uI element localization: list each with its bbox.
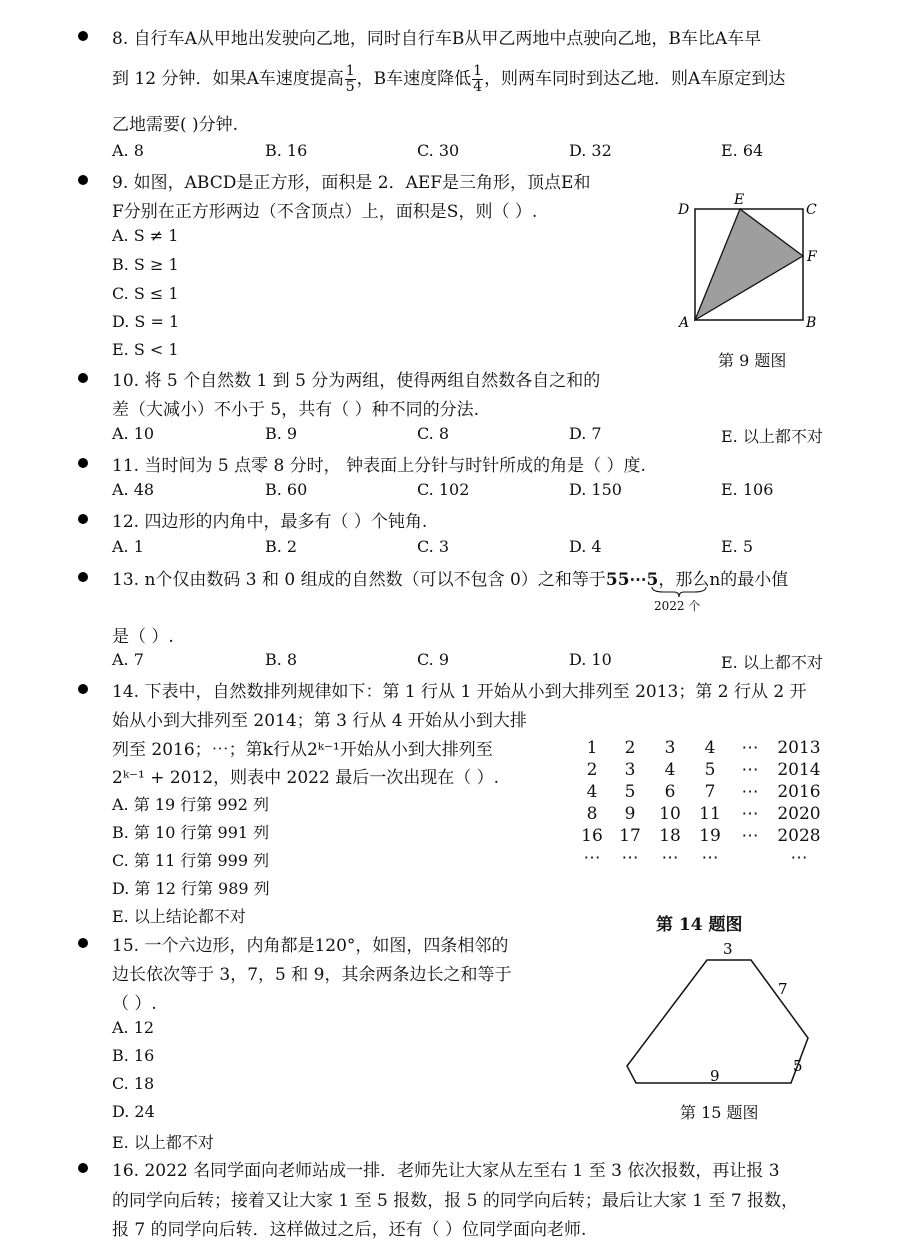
triangle-aef xyxy=(695,209,803,320)
q14-option-b[interactable]: B. 第 10 行第 991 列 xyxy=(112,823,270,842)
table-cell: 7 xyxy=(704,782,716,802)
table-cell: ⋯ xyxy=(790,848,808,868)
side-label-7: 7 xyxy=(778,980,788,998)
table-cell: 19 xyxy=(699,826,721,846)
q13-option-d[interactable]: D. 10 xyxy=(569,650,612,669)
table-cell: 18 xyxy=(659,826,681,846)
q11-option-c[interactable]: C. 102 xyxy=(417,480,470,499)
table-cell: 2020 xyxy=(777,804,821,824)
table-cell: ⋯ xyxy=(583,848,601,868)
table-cell: 16 xyxy=(581,826,603,846)
q14-line1: 14. 下表中，自然数排列规律如下：第 1 行从 1 开始从小到大排列至 2013；第 2 行从 2 开 xyxy=(112,682,807,702)
side-label-5: 5 xyxy=(793,1057,803,1075)
q8-line2b: ，B车速度降低 xyxy=(356,69,472,89)
q15-line3: （ ）. xyxy=(112,994,157,1014)
q16-line2: 的同学向后转；接着又让大家 1 至 5 报数，报 5 的同学向后转；最后让大家 1 至 7 报数， xyxy=(112,1191,799,1211)
table-cell: 2028 xyxy=(777,826,821,846)
q15-option-e[interactable]: E. 以上都不对 xyxy=(112,1133,214,1152)
table-cell: ⋯ xyxy=(741,760,759,780)
q14-figure-caption: 第 14 题图 xyxy=(656,915,743,935)
q11-option-e[interactable]: E. 106 xyxy=(721,480,774,499)
q9-option-b[interactable]: B. S ≥ 1 xyxy=(112,255,179,274)
q15-option-b[interactable]: B. 16 xyxy=(112,1046,155,1065)
q9-figure-caption: 第 9 题图 xyxy=(718,351,787,370)
q8-line2c: ，则两车同时到达乙地．则A车原定到达 xyxy=(484,69,786,89)
q13-option-c[interactable]: C. 9 xyxy=(417,650,450,669)
q13-option-b[interactable]: B. 8 xyxy=(265,650,298,669)
table-cell: 9 xyxy=(624,804,636,824)
q14-option-e[interactable]: E. 以上结论都不对 xyxy=(112,907,246,926)
table-cell: ⋯ xyxy=(741,804,759,824)
q12-option-e[interactable]: E. 5 xyxy=(721,537,754,556)
q15-line2: 边长依次等于 3，7，5 和 9，其余两条边长之和等于 xyxy=(112,965,512,985)
fraction-1-5: $\frac{1}{5}$ xyxy=(345,63,355,95)
q10-line1: 10. 将 5 个自然数 1 到 5 分为两组，使得两组自然数各自之和的 xyxy=(112,371,601,391)
q10-option-c[interactable]: C. 8 xyxy=(417,424,450,443)
q14-line4: 2ᵏ⁻¹ + 2012，则表中 2022 最后一次出现在（ ）. xyxy=(112,768,499,788)
q11-option-d[interactable]: D. 150 xyxy=(569,480,622,499)
q8-option-c[interactable]: C. 30 xyxy=(417,141,460,160)
q10-option-d[interactable]: D. 7 xyxy=(569,424,602,443)
table-cell: 2 xyxy=(624,738,636,758)
table-cell: ⋯ xyxy=(621,848,639,868)
q8-option-a[interactable]: A. 8 xyxy=(112,141,144,160)
q15-option-d[interactable]: D. 24 xyxy=(112,1102,155,1121)
q12-option-b[interactable]: B. 2 xyxy=(265,537,298,556)
q15-option-a[interactable]: A. 12 xyxy=(112,1018,155,1037)
q11-option-a[interactable]: A. 48 xyxy=(112,480,155,499)
table-cell: 8 xyxy=(586,804,598,824)
q10-line2: 差（大减小）不小于 5，共有（ ）种不同的分法. xyxy=(112,400,480,420)
q14-option-c[interactable]: C. 第 11 行第 999 列 xyxy=(112,851,270,870)
table-cell: 2 xyxy=(586,760,598,780)
q15-option-c[interactable]: C. 18 xyxy=(112,1074,155,1093)
q10-option-b[interactable]: B. 9 xyxy=(265,424,298,443)
q8-line1: 8. 自行车A从甲地出发驶向乙地，同时自行车B从甲乙两地中点驶向乙地，B车比A车早 xyxy=(112,29,762,49)
table-cell: 3 xyxy=(664,738,676,758)
q9-option-d[interactable]: D. S = 1 xyxy=(112,312,180,331)
q8-line2a: 到 12 分钟．如果A车速度提高 xyxy=(112,69,344,89)
bullet-q15 xyxy=(78,938,88,948)
bullet-q8 xyxy=(78,31,88,41)
q13-number: 55⋯5 xyxy=(605,570,659,590)
q13-line1b: ，那么n的最小值 xyxy=(658,570,789,590)
q9-option-e[interactable]: E. S < 1 xyxy=(112,340,179,359)
q8-option-b[interactable]: B. 16 xyxy=(265,141,308,160)
q9-figure-square xyxy=(670,190,830,340)
table-cell: 11 xyxy=(699,804,721,824)
table-cell: ⋯ xyxy=(741,826,759,846)
q12-option-a[interactable]: A. 1 xyxy=(112,537,144,556)
q10-option-a[interactable]: A. 10 xyxy=(112,424,155,443)
q12-option-c[interactable]: C. 3 xyxy=(417,537,450,556)
table-cell: 2016 xyxy=(777,782,821,802)
table-cell: 5 xyxy=(624,782,636,802)
q8-line3: 乙地需要( )分钟. xyxy=(112,115,239,135)
bullet-q11 xyxy=(78,458,88,468)
table-cell: 4 xyxy=(704,738,716,758)
q14-line3: 列至 2016；⋯；第k行从2ᵏ⁻¹开始从小到大排列至 xyxy=(112,740,493,760)
bullet-q12 xyxy=(78,514,88,524)
bullet-q16 xyxy=(78,1163,88,1173)
q14-line2: 始从小到大排列至 2014；第 3 行从 4 开始从小到大排 xyxy=(112,711,527,731)
q12-line1: 12. 四边形的内角中，最多有（ ）个钝角. xyxy=(112,512,428,532)
table-cell: 3 xyxy=(624,760,636,780)
q15-line1: 15. 一个六边形，内角都是120°，如图，四条相邻的 xyxy=(112,936,509,956)
table-cell: 2014 xyxy=(777,760,821,780)
label-b: B xyxy=(806,315,817,331)
q15-hexagon-figure xyxy=(620,938,820,1088)
bullet-q13 xyxy=(78,572,88,582)
table-cell: 1 xyxy=(586,738,598,758)
q15-figure-caption: 第 15 题图 xyxy=(680,1103,759,1122)
q12-option-d[interactable]: D. 4 xyxy=(569,537,602,556)
q13-option-a[interactable]: A. 7 xyxy=(112,650,144,669)
q11-line1: 11. 当时间为 5 点零 8 分时， 钟表面上分针与时针所成的角是（ ）度. xyxy=(112,456,646,476)
table-cell: 4 xyxy=(586,782,598,802)
table-cell: 4 xyxy=(664,760,676,780)
side-label-9: 9 xyxy=(710,1067,720,1085)
label-a: A xyxy=(679,315,690,331)
table-cell: 5 xyxy=(704,760,716,780)
table-cell: 2013 xyxy=(777,738,821,758)
q13-line2: 是（ ）. xyxy=(112,627,174,647)
q16-line3: 报 7 的同学向后转．这样做过之后，还有（ ）位同学面向老师. xyxy=(112,1220,587,1240)
label-c: C xyxy=(806,202,817,218)
label-e: E xyxy=(734,192,745,208)
q14-option-d[interactable]: D. 第 12 行第 989 列 xyxy=(112,879,270,898)
q16-line1: 16. 2022 名同学面向老师站成一排．老师先让大家从左至右 1 至 3 依次报数，再让报 3 xyxy=(112,1161,780,1181)
table-cell: 10 xyxy=(659,804,681,824)
table-cell: ⋯ xyxy=(661,848,679,868)
q13-brace-label: 2022 个 xyxy=(654,599,701,613)
fraction-1-4: $\frac{1}{4}$ xyxy=(473,63,483,95)
q14-option-a[interactable]: A. 第 19 行第 992 列 xyxy=(112,795,269,814)
bullet-q14 xyxy=(78,684,88,694)
q9-option-c[interactable]: C. S ≤ 1 xyxy=(112,284,179,303)
q8-line2 xyxy=(112,64,785,95)
label-f: F xyxy=(807,249,817,265)
table-cell: ⋯ xyxy=(741,782,759,802)
q9-option-a[interactable]: A. S ≠ 1 xyxy=(112,226,179,245)
table-cell: ⋯ xyxy=(701,848,719,868)
table-cell: ⋯ xyxy=(741,738,759,758)
q9-line2: F分别在正方形两边（不含顶点）上，面积是S，则（ ）. xyxy=(112,202,538,222)
q10-option-e[interactable]: E. 以上都不对 xyxy=(721,427,823,446)
q11-option-b[interactable]: B. 60 xyxy=(265,480,308,499)
q9-line1: 9. 如图，ABCD是正方形，面积是 2．AEF是三角形，顶点E和 xyxy=(112,173,591,193)
side-label-3: 3 xyxy=(723,940,733,958)
bullet-q9 xyxy=(78,175,88,185)
table-cell: 6 xyxy=(664,782,676,802)
q13-option-e[interactable]: E. 以上都不对 xyxy=(721,653,823,672)
bullet-q10 xyxy=(78,373,88,383)
q8-option-e[interactable]: E. 64 xyxy=(721,141,764,160)
q8-option-d[interactable]: D. 32 xyxy=(569,141,612,160)
q13-line1a: 13. n个仅由数码 3 和 0 组成的自然数（可以不包含 0）之和等于 xyxy=(112,570,606,590)
label-d: D xyxy=(678,202,690,218)
hexagon xyxy=(627,960,808,1083)
table-cell: 17 xyxy=(619,826,641,846)
